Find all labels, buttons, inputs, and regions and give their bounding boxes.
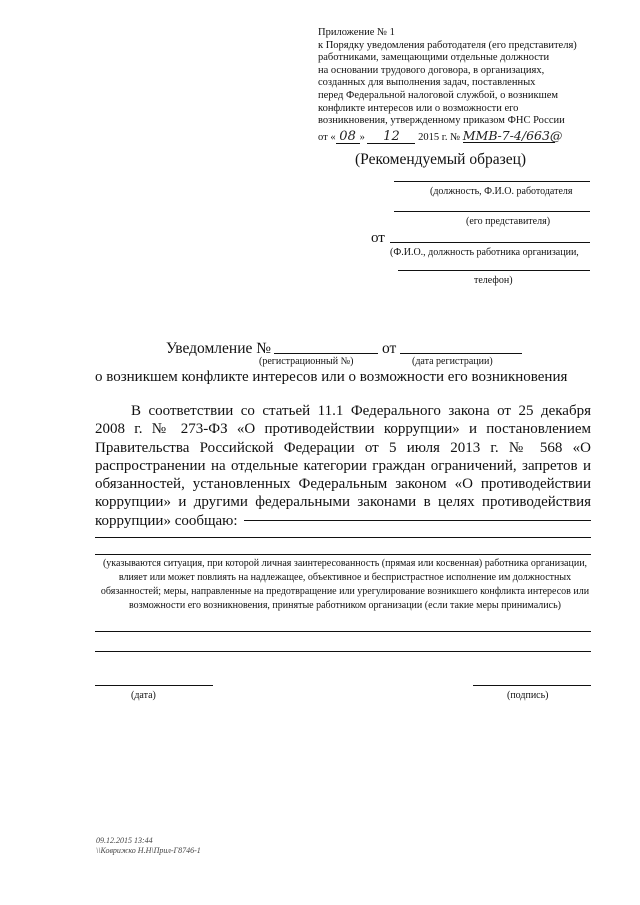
handwritten-day: 08 [336, 130, 360, 144]
notice-subtitle: о возникшем конфликте интересов или о возможности его возникновения [95, 369, 568, 385]
reg-date-field-line[interactable] [400, 353, 522, 354]
employee-field-line[interactable] [390, 242, 590, 243]
reg-date-caption: (дата регистрации) [412, 356, 493, 367]
representative-caption: (его представителя) [466, 216, 551, 227]
report-line-3[interactable] [95, 554, 591, 555]
notice-title: Уведомление № [166, 340, 272, 357]
footer-timestamp: 09.12.2015 13:44 [96, 836, 153, 845]
handwritten-month: 12 [367, 130, 415, 144]
appendix-line: на основании трудового договора, в организациях, [318, 64, 545, 76]
appendix-line: Приложение № 1 [318, 27, 395, 38]
appendix-line: созданных для выполнения задач, поставленных [318, 77, 536, 89]
report-line-2[interactable] [95, 537, 591, 538]
signature-field-line[interactable] [473, 685, 591, 686]
from-label: от [371, 230, 385, 246]
report-field-line[interactable] [244, 520, 591, 521]
appendix-line: работниками, замещающими отдельные должности [318, 52, 550, 64]
phone-caption: телефон) [474, 275, 513, 286]
measures-line-1[interactable] [95, 631, 591, 632]
signature-caption: (подпись) [507, 690, 549, 701]
appendix-line: перед Федеральной налоговой службой, о возникшем [318, 89, 558, 101]
footer [96, 836, 201, 856]
handwritten-order-number: ММВ-7-4/663@ [462, 127, 563, 143]
notice-from-label: от [382, 340, 397, 357]
appendix-line: конфликте интересов или о возможности его [318, 102, 519, 114]
body-paragraph: В соответствии со статьей 11.1 Федерального закона от 25 декабря 2008 г. № 273-ФЗ «О противодействии коррупции» и постановлением Правительства Российской Федерации от 5 июля 2013 г. № 568 «О распространении на отдельные категории граждан ограничений, запретов и обязанностей, установленных Федеральным законом «О противодействии коррупции» и другими федеральными законами в целях противодействия коррупции» сообщаю: [95, 403, 591, 529]
employer-caption: (должность, Ф.И.О. работодателя [430, 186, 573, 197]
employee-caption: (Ф.И.О., должность работника организации, [390, 247, 579, 258]
situation-caption: (указываются ситуация, при которой личная заинтересованность (прямая или косвенная) работника организации, влияет или может повлиять на надлежащее, объективное и беспристрастное исполнение им должностных обязанностей; меры, направленные на предотвращение или урегулирование возникшего конфликта интересов или возможности его возникновения, принятые работником организации (если такие меры принимались) [100, 558, 590, 611]
appendix-block [318, 27, 618, 144]
appendix-line: возникновения, утвержденному приказом ФНС России [318, 115, 565, 127]
date-field-line[interactable] [95, 685, 213, 686]
footer-file: \\Коврижко Н.Н\Прил-Г8746-1 [96, 846, 201, 855]
reg-number-caption: (регистрационный №) [259, 356, 354, 367]
employer-field-line[interactable] [394, 181, 590, 182]
measures-line-2[interactable] [95, 651, 591, 652]
reg-number-field-line[interactable] [274, 353, 378, 354]
appendix-line: к Порядку уведомления работодателя (его представителя) [318, 39, 577, 51]
date-caption: (дата) [131, 690, 156, 701]
appendix-date-line: от « 08 » 12 2015 г. № ММВ-7-4/663@ [318, 127, 563, 144]
representative-field-line[interactable] [394, 211, 590, 212]
recommended-sample-label: (Рекомендуемый образец) [355, 151, 527, 168]
phone-field-line[interactable] [398, 270, 590, 271]
